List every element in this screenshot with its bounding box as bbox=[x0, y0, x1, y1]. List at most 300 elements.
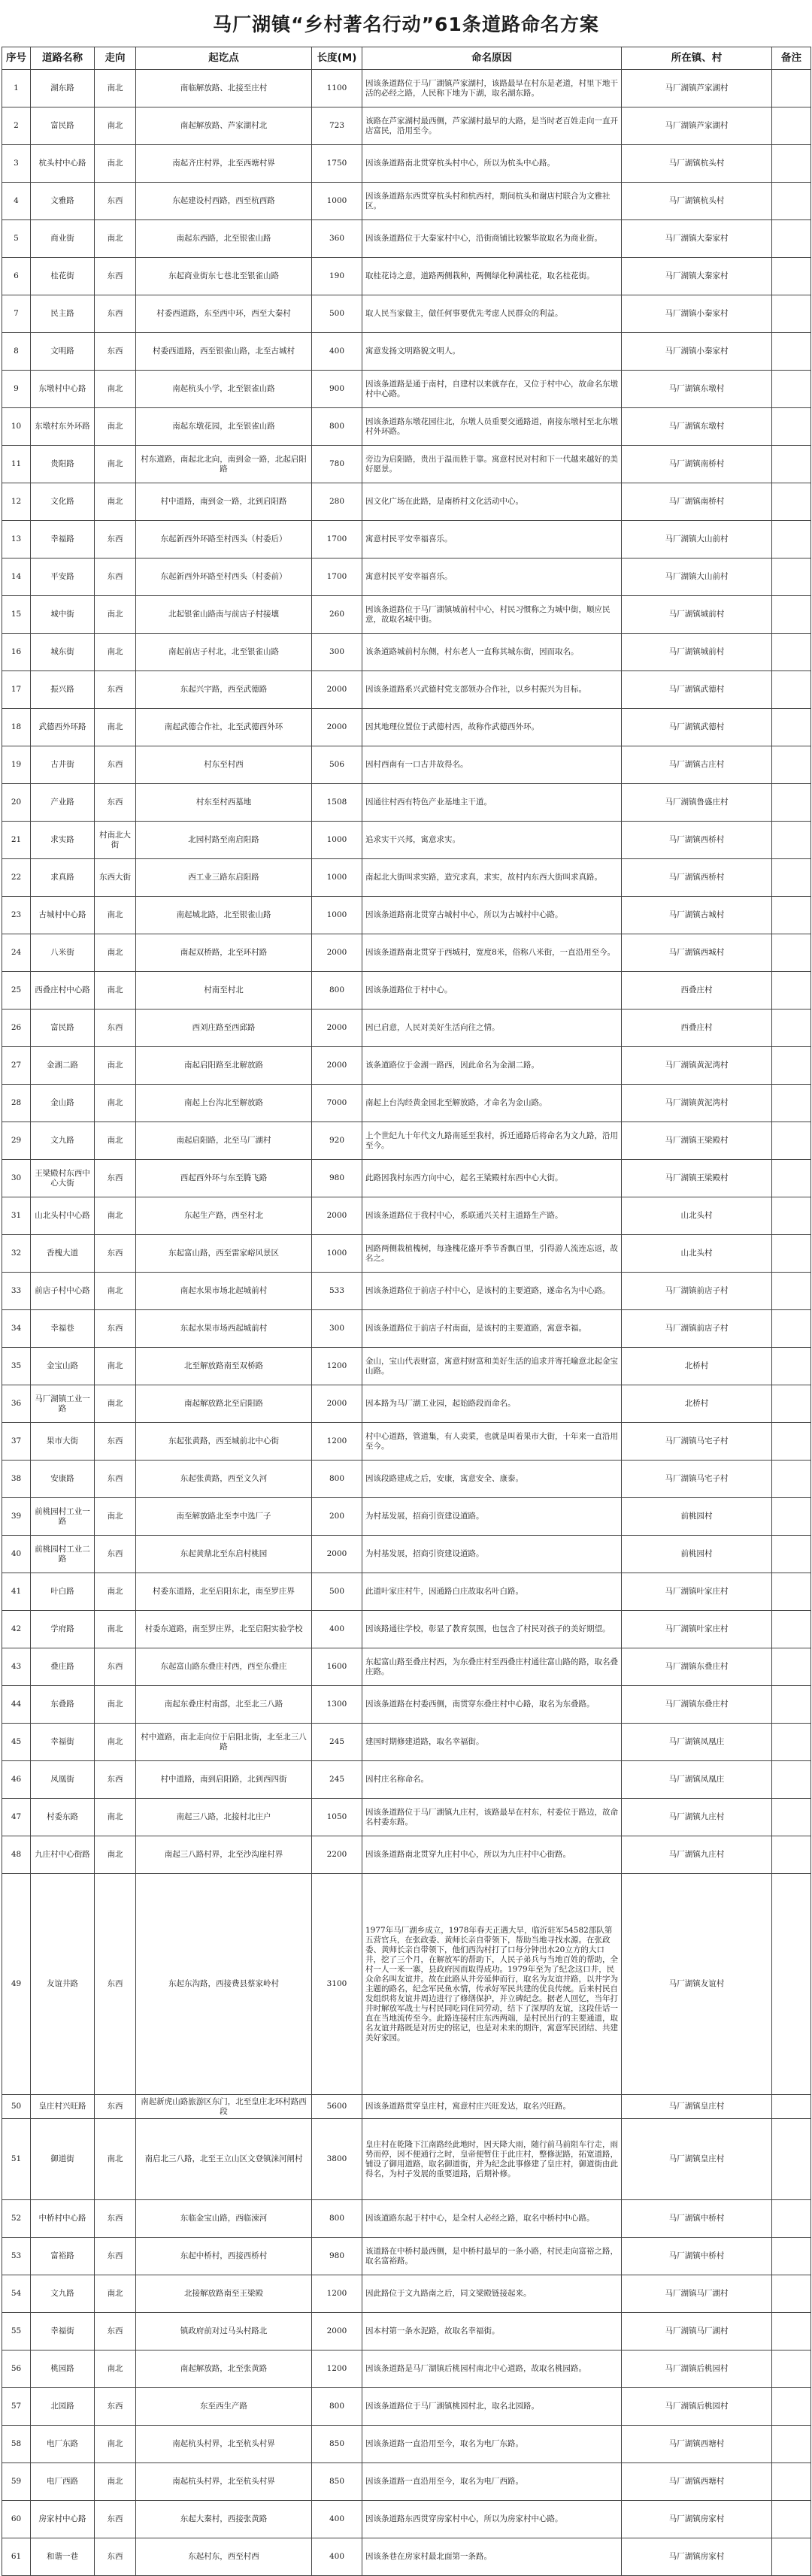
cell-road-name: 文雅路 bbox=[31, 183, 95, 220]
cell-road-name: 民主路 bbox=[31, 295, 95, 333]
cell-direction: 南北 bbox=[95, 2275, 136, 2313]
cell-remarks bbox=[772, 2388, 811, 2426]
cell-direction: 东西 bbox=[95, 183, 136, 220]
cell-direction: 南北 bbox=[95, 408, 136, 446]
cell-direction: 东西 bbox=[95, 2095, 136, 2119]
cell-row-number: 59 bbox=[2, 2463, 31, 2501]
cell-town-village: 马厂湖镇马厂湖村 bbox=[622, 2313, 772, 2350]
cell-remarks bbox=[772, 521, 811, 558]
cell-start-end: 南起杭头村界，北至杭头村界 bbox=[136, 2426, 312, 2463]
cell-direction: 东西 bbox=[95, 2313, 136, 2350]
cell-naming-reason: 因该条道路东西贯穿杭头村和杭西村，期间杭头和谢店村联合为文雅社区。 bbox=[362, 183, 622, 220]
cell-town-village: 马厂湖镇房家村 bbox=[622, 2538, 772, 2576]
cell-start-end: 村中道路，南到启阳路，北到西四街 bbox=[136, 1761, 312, 1799]
cell-naming-reason: 因该道路东起于村中心，是全村人必经之路，取名中桥村中心路。 bbox=[362, 2200, 622, 2238]
cell-length: 300 bbox=[312, 634, 362, 671]
cell-naming-reason: 因该条道路位于我村中心，系联通兴关村主道路生产路。 bbox=[362, 1197, 622, 1235]
cell-row-number: 52 bbox=[2, 2200, 31, 2238]
cell-row-number: 29 bbox=[2, 1122, 31, 1160]
cell-row-number: 57 bbox=[2, 2388, 31, 2426]
cell-length: 800 bbox=[312, 2388, 362, 2426]
cell-naming-reason: 1977年马厂湖乡成立，1978年春天正遇大旱，临沂驻军54582部队第五营官兵，在张政委、黄师长亲自带领下，帮助当地寻找水源。在张政委、黄师长亲自带领下，他们西沟村打了口每分钟出水20立方的大口井，挖了三个月，在解放军的帮助下，人民子弟兵与当地百姓的帮助，全村一人一米一寨，县政府因而取得成功。1979年至为了纪念这口井，民众命名叫友谊井。故在此路从井旁延伸而行，取名为友谊井路，以井字为主题的路名，纪念军民鱼水情，传承好军民共建的优良传统。后来村民自发组织将友谊井周边进行了修缮保护，并立碑纪念。据老人回忆，当年打井时解放军战士与村民同吃同住同劳动，结下了深厚的友谊，这段佳话一直在当地流传至今。此路连接村庄东西两端，是村民出行的主要通道，取名友谊井路既是对历史的铭记，也是对未来的期许，寓意军民团结、共建美好家园。 bbox=[362, 1874, 622, 2095]
cell-direction: 南北 bbox=[95, 1799, 136, 1836]
cell-remarks bbox=[772, 183, 811, 220]
table-row bbox=[2, 1047, 811, 1085]
cell-road-name: 富裕路 bbox=[31, 2238, 95, 2275]
cell-direction: 东西 bbox=[95, 1461, 136, 1498]
cell-row-number: 14 bbox=[2, 558, 31, 596]
cell-road-name: 幸福路 bbox=[31, 521, 95, 558]
cell-length: 920 bbox=[312, 1122, 362, 1160]
cell-remarks bbox=[772, 859, 811, 897]
column-header-naming-reason: 命名原因 bbox=[362, 47, 622, 70]
cell-start-end: 南起东墩花园，北至银雀山路 bbox=[136, 408, 312, 446]
cell-town-village: 马厂湖镇黄泥湾村 bbox=[622, 1085, 772, 1122]
cell-remarks bbox=[772, 671, 811, 709]
cell-row-number: 51 bbox=[2, 2119, 31, 2200]
cell-start-end: 南起杭头小学，北至银雀山路 bbox=[136, 371, 312, 408]
cell-start-end: 北起银雀山路南与前店子村接壤 bbox=[136, 596, 312, 634]
cell-length: 3100 bbox=[312, 1874, 362, 2095]
table-row bbox=[2, 2119, 811, 2200]
cell-road-name: 杭头村中心路 bbox=[31, 145, 95, 183]
cell-town-village: 北桥村 bbox=[622, 1385, 772, 1423]
cell-length: 2000 bbox=[312, 1385, 362, 1423]
cell-naming-reason: 因该条道路东墩花园往北，东墩人员重要交通路道，南接东墩村至北东墩村外环路。 bbox=[362, 408, 622, 446]
cell-start-end: 南起水果市场北起城前村 bbox=[136, 1273, 312, 1310]
cell-direction: 南北 bbox=[95, 1573, 136, 1611]
cell-start-end: 东起生产路，西至村北 bbox=[136, 1197, 312, 1235]
column-header-direction: 走向 bbox=[95, 47, 136, 70]
cell-town-village: 马厂湖镇南桥村 bbox=[622, 483, 772, 521]
cell-start-end: 村委西道路，西至银雀山路，北至古城村 bbox=[136, 333, 312, 371]
cell-direction: 东西 bbox=[95, 2388, 136, 2426]
table-row bbox=[2, 145, 811, 183]
cell-naming-reason: 因此路位于文九路南之后，同文梁殿链接起来。 bbox=[362, 2275, 622, 2313]
cell-road-name: 富民路 bbox=[31, 107, 95, 145]
cell-row-number: 6 bbox=[2, 258, 31, 295]
cell-start-end: 村委东道路，南至罗庄界，北至启阳实验学校 bbox=[136, 1611, 312, 1648]
cell-road-name: 香槐大道 bbox=[31, 1235, 95, 1273]
cell-road-name: 湖东路 bbox=[31, 70, 95, 107]
cell-direction: 东西大街 bbox=[95, 859, 136, 897]
cell-naming-reason: 因该条道路贯穿皇庄村，寓意村庄兴旺发达，取名兴旺路。 bbox=[362, 2095, 622, 2119]
cell-town-village: 马厂湖镇大山前村 bbox=[622, 558, 772, 596]
cell-row-number: 34 bbox=[2, 1310, 31, 1348]
cell-row-number: 25 bbox=[2, 972, 31, 1010]
cell-length: 1200 bbox=[312, 2275, 362, 2313]
table-row bbox=[2, 70, 811, 107]
cell-length: 2000 bbox=[312, 2313, 362, 2350]
cell-row-number: 32 bbox=[2, 1235, 31, 1273]
cell-road-name: 西叠庄村中心路 bbox=[31, 972, 95, 1010]
cell-road-name: 幸福巷 bbox=[31, 1310, 95, 1348]
column-header-row-number: 序号 bbox=[2, 47, 31, 70]
table-row bbox=[2, 483, 811, 521]
cell-naming-reason: 因该条巷在房家村最北面第一条路。 bbox=[362, 2538, 622, 2576]
cell-direction: 南北 bbox=[95, 70, 136, 107]
table-row bbox=[2, 1273, 811, 1310]
cell-length: 500 bbox=[312, 1573, 362, 1611]
table-row bbox=[2, 295, 811, 333]
cell-road-name: 振兴路 bbox=[31, 671, 95, 709]
cell-town-village: 马厂湖镇东叠庄村 bbox=[622, 1686, 772, 1724]
cell-row-number: 55 bbox=[2, 2313, 31, 2350]
cell-remarks bbox=[772, 1010, 811, 1047]
cell-naming-reason: 因该条道路南北贯穿杭头村中心，所以为杭头中心路。 bbox=[362, 145, 622, 183]
cell-length: 800 bbox=[312, 972, 362, 1010]
cell-town-village: 马厂湖镇后桃园村 bbox=[622, 2350, 772, 2388]
cell-direction: 东西 bbox=[95, 2238, 136, 2275]
cell-road-name: 学府路 bbox=[31, 1611, 95, 1648]
table-row bbox=[2, 2095, 811, 2119]
cell-start-end: 南起武德合作社，北至武德西外环 bbox=[136, 709, 312, 746]
cell-naming-reason: 因该条道路位于马厂湖镇城前村中心，村民习惯称之为城中街，顺应民意，故取名城中街。 bbox=[362, 596, 622, 634]
column-header-road-name: 道路名称 bbox=[31, 47, 95, 70]
cell-naming-reason: 因该条道路位于马厂湖镇芦家湖村，该路最早在村东是老道，村里下地干活的必经之路，人民称下地为下湖，取名湖东路。 bbox=[362, 70, 622, 107]
table-row bbox=[2, 2200, 811, 2238]
cell-naming-reason: 因该条道路位于马厂湖镇桃园村北，取名北园路。 bbox=[362, 2388, 622, 2426]
cell-start-end: 北至解放路南至双桥路 bbox=[136, 1348, 312, 1385]
cell-length: 1000 bbox=[312, 822, 362, 859]
cell-remarks bbox=[772, 1235, 811, 1273]
cell-start-end: 南起三八路，北接村北庄户 bbox=[136, 1799, 312, 1836]
cell-road-name: 北园路 bbox=[31, 2388, 95, 2426]
cell-length: 7000 bbox=[312, 1085, 362, 1122]
cell-naming-reason: 因该段路建成之后，安康，寓意安全、康泰。 bbox=[362, 1461, 622, 1498]
cell-row-number: 48 bbox=[2, 1836, 31, 1874]
table-row bbox=[2, 822, 811, 859]
cell-remarks bbox=[772, 2313, 811, 2350]
cell-town-village: 马厂湖镇友谊村 bbox=[622, 1874, 772, 2095]
cell-start-end: 镇政府前对过马头村路北 bbox=[136, 2313, 312, 2350]
cell-remarks bbox=[772, 2275, 811, 2313]
cell-length: 2000 bbox=[312, 1536, 362, 1573]
cell-naming-reason: 村中心道路，管道集，有人卖菜，也就是叫着果市大街，十年来一直沿用至今。 bbox=[362, 1423, 622, 1461]
cell-remarks bbox=[772, 1310, 811, 1348]
table-row bbox=[2, 1160, 811, 1197]
cell-row-number: 5 bbox=[2, 220, 31, 258]
cell-naming-reason: 因该条道路位于前店子村中心，是该村的主要道路，遂命名为中心路。 bbox=[362, 1273, 622, 1310]
cell-town-village: 马厂湖镇王梁殿村 bbox=[622, 1122, 772, 1160]
cell-road-name: 前桃园村工业二路 bbox=[31, 1536, 95, 1573]
cell-remarks bbox=[772, 258, 811, 295]
cell-start-end: 东起新西外环路至村西头（村委前） bbox=[136, 558, 312, 596]
cell-row-number: 41 bbox=[2, 1573, 31, 1611]
cell-start-end: 东起新西外环路至村西头（村委后） bbox=[136, 521, 312, 558]
cell-road-name: 文九路 bbox=[31, 1122, 95, 1160]
table-row bbox=[2, 446, 811, 483]
table-row bbox=[2, 2350, 811, 2388]
cell-direction: 东西 bbox=[95, 2538, 136, 2576]
cell-town-village: 马厂湖镇西桥村 bbox=[622, 822, 772, 859]
cell-direction: 东西 bbox=[95, 1423, 136, 1461]
table-row bbox=[2, 1385, 811, 1423]
cell-start-end: 村东至村西墓地 bbox=[136, 784, 312, 822]
cell-start-end: 东临金宝山路，西临涑河 bbox=[136, 2200, 312, 2238]
cell-naming-reason: 建国时期修建道路，取名幸福街。 bbox=[362, 1724, 622, 1761]
cell-town-village: 马厂湖镇大秦家村 bbox=[622, 220, 772, 258]
cell-direction: 南北 bbox=[95, 1611, 136, 1648]
cell-row-number: 21 bbox=[2, 822, 31, 859]
cell-town-village: 马厂湖镇小秦家村 bbox=[622, 295, 772, 333]
cell-direction: 东西 bbox=[95, 1648, 136, 1686]
table-row bbox=[2, 709, 811, 746]
cell-row-number: 23 bbox=[2, 897, 31, 934]
cell-town-village: 西叠庄村 bbox=[622, 1010, 772, 1047]
cell-road-name: 御道街 bbox=[31, 2119, 95, 2200]
cell-road-name: 贵阳路 bbox=[31, 446, 95, 483]
cell-road-name: 村委东路 bbox=[31, 1799, 95, 1836]
cell-direction: 南北 bbox=[95, 2350, 136, 2388]
cell-direction: 南北 bbox=[95, 1122, 136, 1160]
cell-start-end: 南起三八路村界，北至沙沟崖村界 bbox=[136, 1836, 312, 1874]
cell-length: 2000 bbox=[312, 1047, 362, 1085]
cell-direction: 东西 bbox=[95, 1874, 136, 2095]
cell-road-name: 中桥村中心路 bbox=[31, 2200, 95, 2238]
cell-remarks bbox=[772, 2200, 811, 2238]
cell-road-name: 古井街 bbox=[31, 746, 95, 784]
cell-naming-reason: 因该条道路系兴武德村党支部领办合作社，以乡村振兴为目标。 bbox=[362, 671, 622, 709]
cell-length: 2200 bbox=[312, 1836, 362, 1874]
cell-row-number: 43 bbox=[2, 1648, 31, 1686]
cell-remarks bbox=[772, 1273, 811, 1310]
cell-length: 980 bbox=[312, 2238, 362, 2275]
cell-town-village: 马厂湖镇芦家湖村 bbox=[622, 107, 772, 145]
cell-row-number: 17 bbox=[2, 671, 31, 709]
cell-length: 533 bbox=[312, 1273, 362, 1310]
cell-remarks bbox=[772, 371, 811, 408]
cell-start-end: 南起东叠庄村南部，北至北三八路 bbox=[136, 1686, 312, 1724]
cell-length: 850 bbox=[312, 2463, 362, 2501]
table-row bbox=[2, 333, 811, 371]
cell-direction: 南北 bbox=[95, 934, 136, 972]
cell-road-name: 富民路 bbox=[31, 1010, 95, 1047]
cell-row-number: 45 bbox=[2, 1724, 31, 1761]
cell-row-number: 53 bbox=[2, 2238, 31, 2275]
table-row bbox=[2, 2275, 811, 2313]
cell-remarks bbox=[772, 596, 811, 634]
cell-remarks bbox=[772, 1724, 811, 1761]
cell-town-village: 山北头村 bbox=[622, 1197, 772, 1235]
table-row bbox=[2, 1010, 811, 1047]
cell-length: 900 bbox=[312, 371, 362, 408]
cell-town-village: 马厂湖镇凤凰庄 bbox=[622, 1761, 772, 1799]
cell-row-number: 9 bbox=[2, 371, 31, 408]
cell-remarks bbox=[772, 107, 811, 145]
cell-naming-reason: 此路因我村东西方向中心，起名王梁殿村东西中心大街。 bbox=[362, 1160, 622, 1197]
cell-remarks bbox=[772, 1836, 811, 1874]
cell-naming-reason: 此道叶家庄村牛，因通路白庄故取名叶白路。 bbox=[362, 1573, 622, 1611]
cell-town-village: 马厂湖镇小秦家村 bbox=[622, 333, 772, 371]
cell-town-village: 马厂湖镇西城村 bbox=[622, 934, 772, 972]
cell-naming-reason: 因该条道路是通于南村，自建村以来就存在，又位于村中心，故命名东墩村中心路。 bbox=[362, 371, 622, 408]
cell-remarks bbox=[772, 220, 811, 258]
cell-length: 1300 bbox=[312, 1686, 362, 1724]
cell-remarks bbox=[772, 2426, 811, 2463]
cell-remarks bbox=[772, 2238, 811, 2275]
table-row bbox=[2, 1197, 811, 1235]
cell-length: 3800 bbox=[312, 2119, 362, 2200]
cell-direction: 东西 bbox=[95, 333, 136, 371]
cell-start-end: 东起东沟路，西接费县蔡家岭村 bbox=[136, 1874, 312, 2095]
cell-start-end: 南临解放路、北接至庄村 bbox=[136, 70, 312, 107]
cell-naming-reason: 因已启意，人民对美好生活向往之情。 bbox=[362, 1010, 622, 1047]
cell-remarks bbox=[772, 145, 811, 183]
cell-direction: 南北 bbox=[95, 1047, 136, 1085]
cell-remarks bbox=[772, 333, 811, 371]
cell-start-end: 村中道路，南到金一路，北到启阳路 bbox=[136, 483, 312, 521]
cell-start-end: 东起富山路东叠庄村西，西至东叠庄 bbox=[136, 1648, 312, 1686]
cell-length: 2000 bbox=[312, 934, 362, 972]
cell-remarks bbox=[772, 1611, 811, 1648]
cell-length: 245 bbox=[312, 1761, 362, 1799]
cell-road-name: 金宝山路 bbox=[31, 1348, 95, 1385]
cell-direction: 东西 bbox=[95, 1761, 136, 1799]
table-row bbox=[2, 784, 811, 822]
cell-row-number: 24 bbox=[2, 934, 31, 972]
table-row bbox=[2, 897, 811, 934]
cell-length: 360 bbox=[312, 220, 362, 258]
cell-direction: 南北 bbox=[95, 1085, 136, 1122]
cell-length: 245 bbox=[312, 1724, 362, 1761]
cell-remarks bbox=[772, 558, 811, 596]
cell-direction: 东西 bbox=[95, 1310, 136, 1348]
cell-direction: 南北 bbox=[95, 483, 136, 521]
cell-length: 1700 bbox=[312, 521, 362, 558]
cell-start-end: 东起富山路，西至雷家峪风景区 bbox=[136, 1235, 312, 1273]
cell-direction: 南北 bbox=[95, 1197, 136, 1235]
cell-remarks bbox=[772, 2119, 811, 2200]
cell-town-village: 马厂湖镇中桥村 bbox=[622, 2200, 772, 2238]
cell-town-village: 马厂湖镇凤凰庄 bbox=[622, 1724, 772, 1761]
cell-naming-reason: 寓意村民平安幸福喜乐。 bbox=[362, 558, 622, 596]
cell-start-end: 东起兴宇路，西至武德路 bbox=[136, 671, 312, 709]
cell-naming-reason: 金山，宝山代表财富，寓意村财富和美好生活的追求并寄托喻意北起金宝山路。 bbox=[362, 1348, 622, 1385]
cell-naming-reason: 因该路通往学校，彰显了教育氛围，也包含了村民对孩子的美好期望。 bbox=[362, 1611, 622, 1648]
cell-road-name: 东墩村中心路 bbox=[31, 371, 95, 408]
cell-remarks bbox=[772, 1385, 811, 1423]
cell-remarks bbox=[772, 822, 811, 859]
table-row bbox=[2, 1611, 811, 1648]
cell-row-number: 18 bbox=[2, 709, 31, 746]
cell-town-village: 西叠庄村 bbox=[622, 972, 772, 1010]
cell-town-village: 马厂湖镇九庄村 bbox=[622, 1799, 772, 1836]
cell-naming-reason: 因路两侧栽植槐树，每逢槐花盛开季节香飘百里，引得游人流连忘返，故名之。 bbox=[362, 1235, 622, 1273]
cell-start-end: 东起商业街东七巷北至银雀山路 bbox=[136, 258, 312, 295]
cell-length: 850 bbox=[312, 2426, 362, 2463]
cell-remarks bbox=[772, 1761, 811, 1799]
cell-row-number: 16 bbox=[2, 634, 31, 671]
cell-road-name: 文九路 bbox=[31, 2275, 95, 2313]
cell-naming-reason: 因通往村西有特色产业基地主干道。 bbox=[362, 784, 622, 822]
cell-road-name: 凤凰街 bbox=[31, 1761, 95, 1799]
cell-town-village: 马厂湖镇马厂湖村 bbox=[622, 2275, 772, 2313]
cell-row-number: 11 bbox=[2, 446, 31, 483]
cell-town-village: 马厂湖镇东叠庄村 bbox=[622, 1648, 772, 1686]
cell-start-end: 村东道路，南起北北向，南到金一路，北起启阳路 bbox=[136, 446, 312, 483]
cell-direction: 村南北大街 bbox=[95, 822, 136, 859]
cell-town-village: 马厂湖镇大山前村 bbox=[622, 521, 772, 558]
table-row bbox=[2, 1348, 811, 1385]
cell-naming-reason: 因文化广场在此路，是南桥村文化活动中心。 bbox=[362, 483, 622, 521]
table-row bbox=[2, 2313, 811, 2350]
cell-town-village: 马厂湖镇大秦家村 bbox=[622, 258, 772, 295]
cell-remarks bbox=[772, 70, 811, 107]
cell-naming-reason: 因该条道路位于前店子村南面，是该村的主要道路，寓意幸福。 bbox=[362, 1310, 622, 1348]
cell-town-village: 马厂湖镇前店子村 bbox=[622, 1273, 772, 1310]
cell-road-name: 安康路 bbox=[31, 1461, 95, 1498]
cell-town-village: 马厂湖镇马宅子村 bbox=[622, 1461, 772, 1498]
cell-length: 506 bbox=[312, 746, 362, 784]
column-header-remarks: 备注 bbox=[772, 47, 811, 70]
cell-row-number: 8 bbox=[2, 333, 31, 371]
cell-start-end: 北园村路至南启阳路 bbox=[136, 822, 312, 859]
cell-row-number: 4 bbox=[2, 183, 31, 220]
cell-length: 800 bbox=[312, 408, 362, 446]
cell-row-number: 27 bbox=[2, 1047, 31, 1085]
cell-direction: 南北 bbox=[95, 1385, 136, 1423]
cell-start-end: 东起黄鼎北至东启村桃园 bbox=[136, 1536, 312, 1573]
cell-start-end: 东至西生产路 bbox=[136, 2388, 312, 2426]
cell-town-village: 马厂湖镇皇庄村 bbox=[622, 2119, 772, 2200]
table-row bbox=[2, 2238, 811, 2275]
cell-length: 1600 bbox=[312, 1648, 362, 1686]
cell-length: 980 bbox=[312, 1160, 362, 1197]
table-row bbox=[2, 107, 811, 145]
cell-row-number: 40 bbox=[2, 1536, 31, 1573]
cell-direction: 南北 bbox=[95, 634, 136, 671]
cell-town-village: 马厂湖镇西塘村 bbox=[622, 2463, 772, 2501]
cell-direction: 东西 bbox=[95, 558, 136, 596]
cell-direction: 东西 bbox=[95, 746, 136, 784]
cell-length: 1000 bbox=[312, 183, 362, 220]
cell-remarks bbox=[772, 709, 811, 746]
cell-start-end: 东起张黄路，西至文久河 bbox=[136, 1461, 312, 1498]
cell-naming-reason: 因该条道路南北贯穿于西城村，宽度8米，俗称八米街，一直沿用至今。 bbox=[362, 934, 622, 972]
cell-naming-reason: 皇庄村在乾隆下江南路经此地时，因天降大雨，随行前马前阻车行走，雨势而停，因不便通行之时，皇帝便暂住于此庄村，整修泥路，拓宽道路，铺设了御用道路，取名御道街，并为纪念此事修建了皇庄村，御道街由此得名，为村子发展的重要道路，后期补修。 bbox=[362, 2119, 622, 2200]
cell-start-end: 南起解放路、芦家湖村北 bbox=[136, 107, 312, 145]
cell-remarks bbox=[772, 1160, 811, 1197]
cell-start-end: 东起水果市场西起城前村 bbox=[136, 1310, 312, 1348]
cell-road-name: 友谊井路 bbox=[31, 1874, 95, 2095]
table-row bbox=[2, 258, 811, 295]
cell-road-name: 桃园路 bbox=[31, 2350, 95, 2388]
cell-remarks bbox=[772, 1085, 811, 1122]
table-row bbox=[2, 1536, 811, 1573]
cell-road-name: 求真路 bbox=[31, 859, 95, 897]
cell-remarks bbox=[772, 1874, 811, 2095]
cell-road-name: 山北头村中心路 bbox=[31, 1197, 95, 1235]
cell-town-village: 马厂湖镇西塘村 bbox=[622, 2426, 772, 2463]
cell-length: 400 bbox=[312, 1611, 362, 1648]
cell-start-end: 南起杭头村界，北至杭头村界 bbox=[136, 2463, 312, 2501]
cell-naming-reason: 该道路在中桥村最西侧，是中桥村最早的一条小路，村民走向富裕之路，取名富裕路。 bbox=[362, 2238, 622, 2275]
cell-remarks bbox=[772, 934, 811, 972]
cell-row-number: 50 bbox=[2, 2095, 31, 2119]
cell-road-name: 产业路 bbox=[31, 784, 95, 822]
cell-remarks bbox=[772, 483, 811, 521]
cell-row-number: 31 bbox=[2, 1197, 31, 1235]
table-row bbox=[2, 558, 811, 596]
cell-remarks bbox=[772, 1461, 811, 1498]
cell-naming-reason: 上个世纪九十年代文九路南延至我村，拆迁通路后将命名为文九路，沿用至今。 bbox=[362, 1122, 622, 1160]
cell-direction: 南北 bbox=[95, 1498, 136, 1536]
cell-length: 2000 bbox=[312, 709, 362, 746]
cell-naming-reason: 东起富山路至叠庄村西，为东叠庄村至西叠庄村通往富山路的路，取名叠庄路。 bbox=[362, 1648, 622, 1686]
table-row bbox=[2, 1724, 811, 1761]
cell-length: 800 bbox=[312, 2200, 362, 2238]
